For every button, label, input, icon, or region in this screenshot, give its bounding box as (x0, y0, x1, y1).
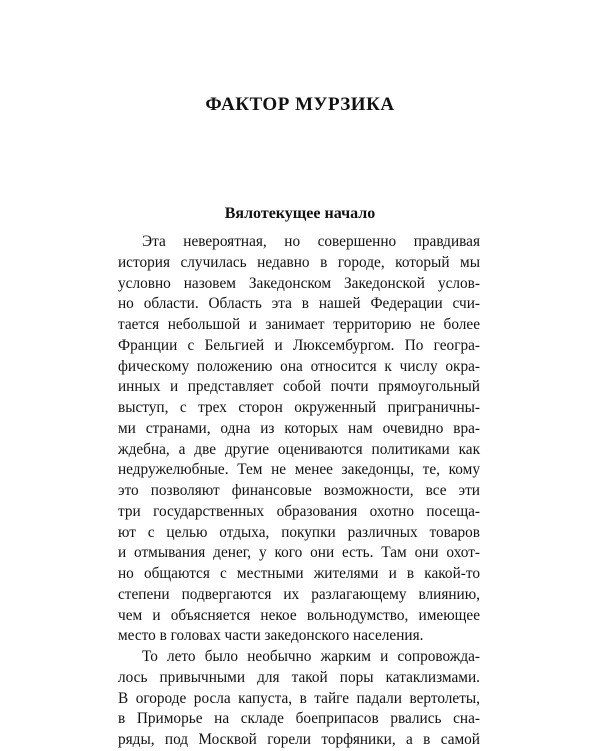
text-line: лось привычными для такой поры катаклизмами. (118, 668, 480, 686)
text-line: недружелюбные. Тем не менее закедонцы, те, кому (118, 461, 480, 479)
text-line: ми странами, одна из которых нам очевидно вра- (118, 419, 480, 437)
text-line: история случилась недавно в городе, который мы (118, 253, 480, 271)
text-line: и отмывания денег, у кого они есть. Там они охот- (118, 544, 480, 562)
text-line: ждебна, а две другие оцениваются политиками как (118, 440, 480, 458)
text-line: фическому положению она относится к числу окра- (118, 357, 480, 375)
text-line: То лето было необычно жарким и сопровожда- (142, 648, 480, 665)
text-line: чем и объясняется некое вольнодумство, имеющее (118, 606, 480, 624)
text-line: тается небольшой и занимает территорию не более (118, 316, 480, 333)
text-line: инных и представляет собой почти прямоугольный (118, 378, 480, 396)
text-line: В огороде росла капуста, в тайге падали вертолеты, (118, 689, 480, 707)
text-line: в Приморье на складе боеприпасов рвались сна- (118, 710, 480, 728)
paragraph (118, 232, 480, 647)
text-line: три государственных образования охотно посеща- (118, 502, 480, 520)
section-title: Вялотекущее начало (224, 205, 376, 222)
text-line: Эта невероятная, но совершенно правдивая (142, 233, 480, 250)
chapter-title: ФАКТОР МУРЗИКА (205, 94, 395, 115)
text-line: степени подвергаются их разлагающему влиянию, (118, 585, 480, 603)
text-line: ряды, под Москвой горели торфяники, а в самой (118, 731, 480, 748)
text-line: условно назовем Закедонском Закедонской услов- (118, 274, 480, 292)
text-line: но общаются с местными жителями и в какой-то (118, 565, 480, 582)
text-line: это позволяют финансовые возможности, все эти (118, 482, 480, 499)
text-line: место в головах части закедонского населения. (118, 627, 424, 645)
text-line: выступ, с трех сторон окруженный приграничны- (118, 399, 480, 416)
text-line: Франции с Бельгией и Люксембургом. По геогра- (118, 336, 480, 354)
text-line: но области. Область эта в нашей Федерации счи- (118, 295, 480, 313)
body-text (118, 232, 480, 751)
text-line: ют с целью отдыха, покупки различных товаров (118, 523, 480, 541)
paragraph (118, 647, 480, 751)
